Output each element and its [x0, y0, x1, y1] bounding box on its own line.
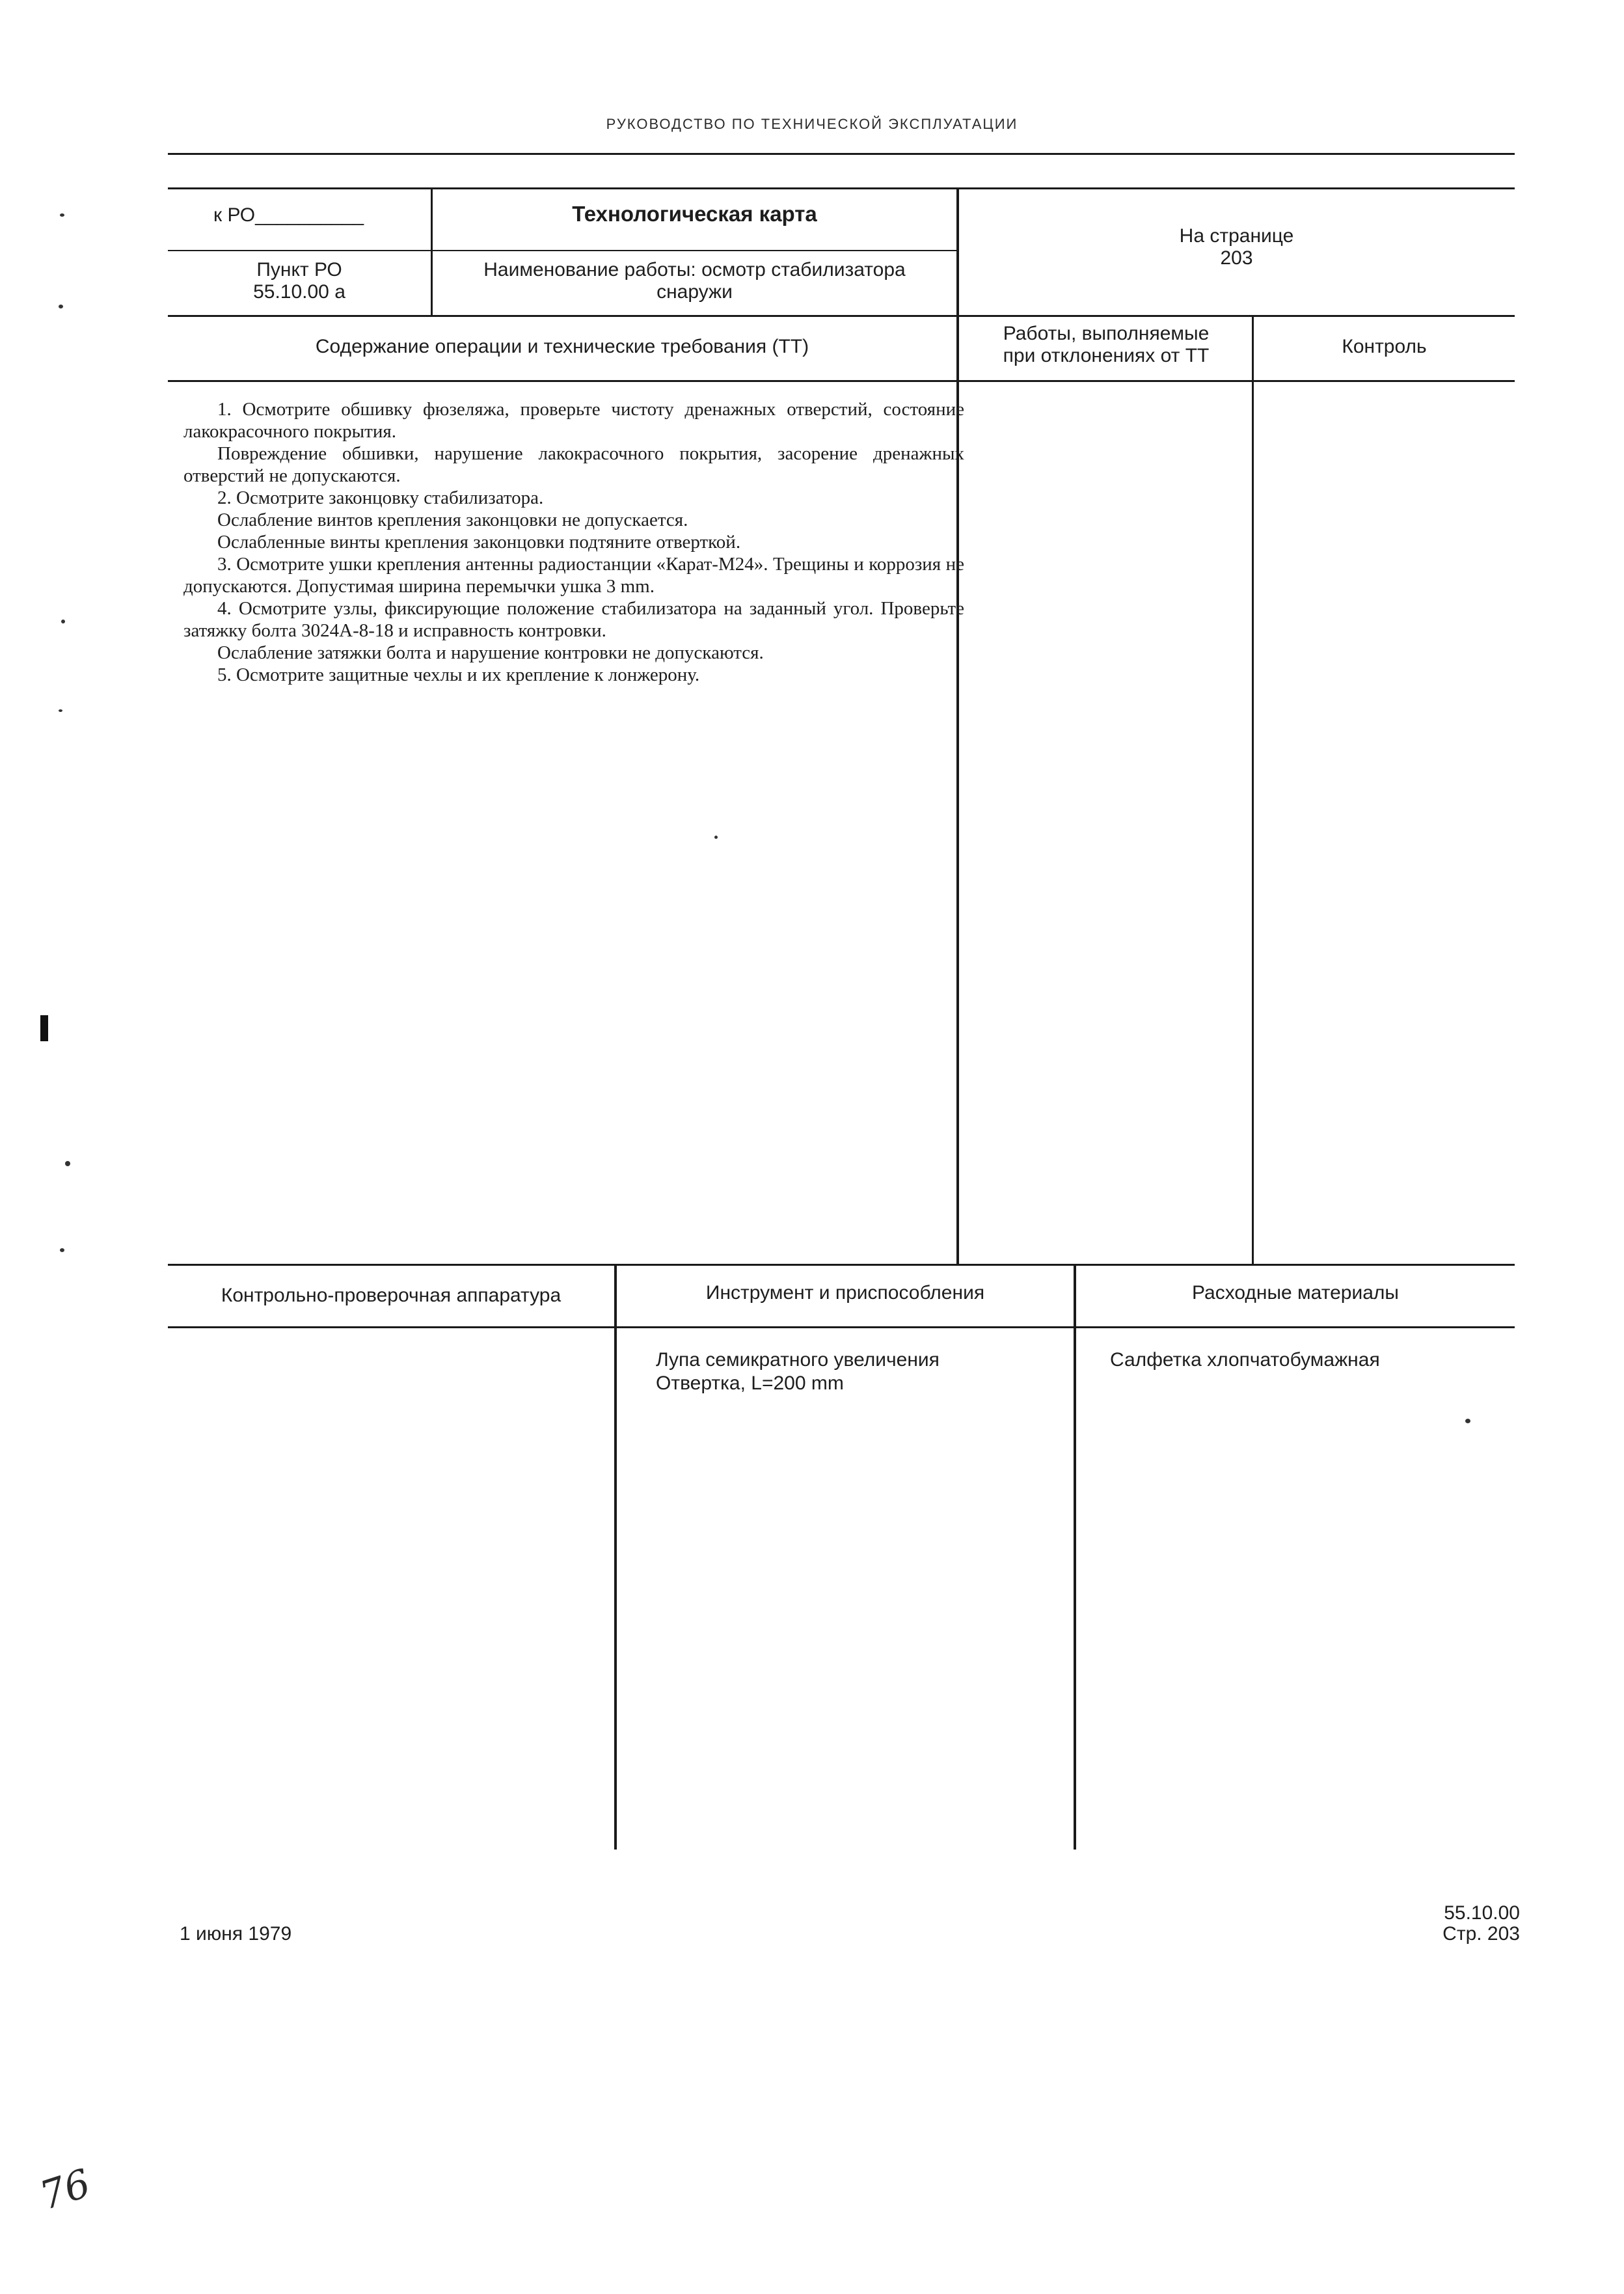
operation-line: Ослабленные винты крепления законцовки подтяните отверткой.: [217, 532, 741, 553]
operation-line: Ослабление винтов крепления законцовки не допускается.: [217, 510, 688, 530]
operation-line: 5. Осмотрите защитные чехлы и их крепление к лонжерону.: [217, 664, 700, 685]
footer-date: 1 июня 1979: [180, 1923, 292, 1945]
operation-line: 1. Осмотрите обшивку фюзеляжа, проверьте чистоту дренажных отверстий, состояние лакокрасочного покрытия.: [183, 399, 964, 442]
scan-speck: [1465, 1419, 1470, 1423]
bottom-divider-left: [614, 1264, 617, 1850]
column-content-header: Содержание операции и технические требования (ТТ): [315, 336, 809, 357]
card-top-rule: [168, 187, 1515, 189]
operation-line: Ослабление затяжки болта и нарушение контровки не допускаются.: [217, 642, 764, 663]
ref-blank: __________: [255, 204, 364, 226]
bottom-divider-right: [1074, 1264, 1076, 1850]
operation-line: 3. Осмотрите ушки крепления антенны радиостанции «Карат-М24». Трещины и коррозия не допускаются. Допустимая ширина перемычки ушка 3 mm.: [183, 554, 964, 597]
card-title: Технологическая карта: [572, 202, 817, 226]
list-item: Отвертка, L=200 mm: [656, 1372, 844, 1394]
scan-speck: [59, 709, 62, 712]
operations-body: [183, 398, 964, 686]
column-header-rule: [168, 380, 1515, 382]
running-header: РУКОВОДСТВО ПО ТЕХНИЧЕСКОЙ ЭКСПЛУАТАЦИИ: [606, 116, 1018, 132]
scan-speck: [59, 305, 63, 308]
ref-label: к РО__________: [213, 204, 364, 226]
list-item: Лупа семикратного увеличения: [656, 1349, 940, 1371]
scan-speck: [61, 620, 65, 623]
work-name: Наименование работы: осмотр стабилизатора снаружи: [483, 259, 906, 303]
scan-speck: [65, 1161, 70, 1166]
operation-line: 4. Осмотрите узлы, фиксирующие положение стабилизатора на заданный угол. Проверьте затяжку болта 3024А-8-18 и исправность контровки.: [183, 598, 964, 641]
card-bottom-rule: [168, 315, 1515, 317]
card-mid-rule: [168, 250, 958, 251]
column-control-header: Контроль: [1342, 336, 1427, 357]
list-item: Салфетка хлопчатобумажная: [1110, 1349, 1380, 1371]
equipment-header: Контрольно-проверочная аппаратура: [221, 1285, 562, 1306]
operation-line: Повреждение обшивки, нарушение лакокрасочного покрытия, засорение дренажных отверстий не допускаются.: [183, 443, 964, 486]
bottom-table-top-rule: [168, 1264, 1515, 1266]
scan-speck: [60, 213, 64, 217]
header-rule: [168, 153, 1515, 155]
operation-line: 2. Осмотрите законцовку стабилизатора.: [217, 487, 544, 508]
consumables-list: [1110, 1348, 1500, 1372]
footer-page: Стр. 203: [1442, 1923, 1520, 1945]
binding-mark: [40, 1015, 48, 1041]
column-divider: [1252, 315, 1254, 1265]
handwritten-mark: 76: [34, 2160, 96, 2220]
tools-header: Инструмент и приспособления: [705, 1282, 985, 1304]
footer-section: 55.10.00: [1444, 1902, 1520, 1924]
column-deviations-header: Работы, выполняемые при отклонениях от ТТ: [1003, 323, 1210, 366]
tools-list: [656, 1348, 1059, 1395]
scan-speck: [714, 836, 718, 839]
bottom-table-header-rule: [168, 1326, 1515, 1328]
page-ref-value: 203: [1220, 247, 1253, 269]
scan-speck: [60, 1248, 64, 1252]
consumables-header: Расходные материалы: [1192, 1282, 1399, 1304]
item-value: 55.10.00 а: [253, 281, 345, 303]
item-label: Пункт РО: [256, 259, 342, 280]
page-ref-label: На странице: [1179, 225, 1294, 247]
